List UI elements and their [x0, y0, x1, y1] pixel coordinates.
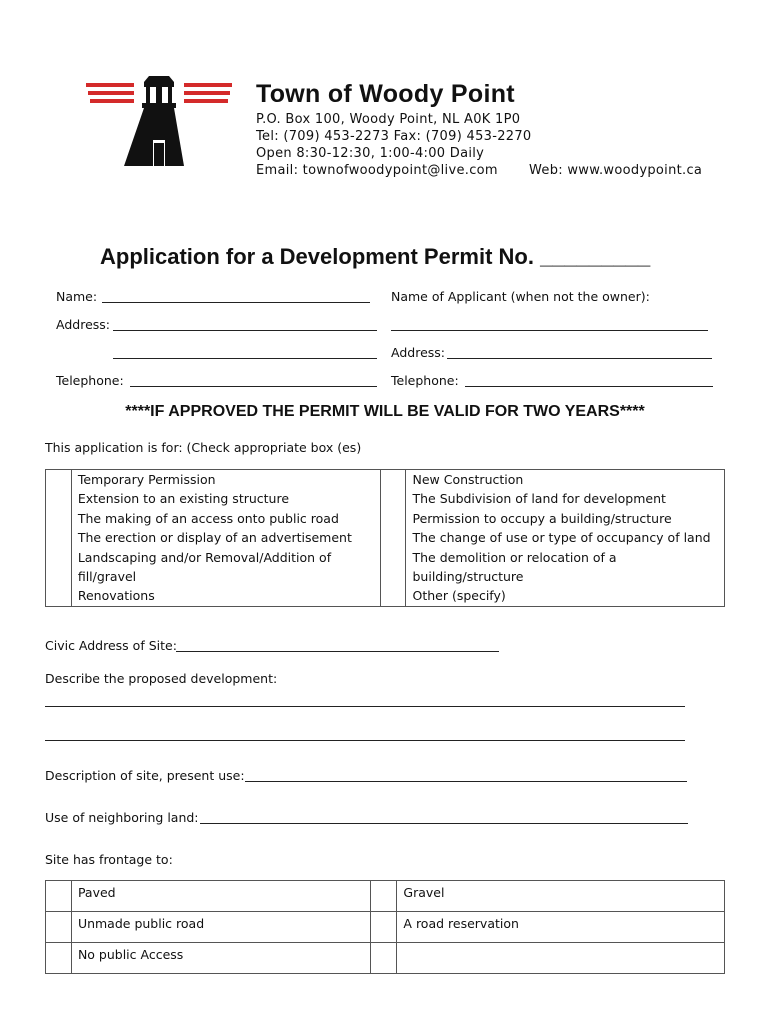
describe-field-line2[interactable]: [45, 740, 685, 741]
frontage-label: Site has frontage to:: [45, 852, 173, 867]
purpose-access: The making of an access onto public road: [77, 510, 339, 526]
frontage-no-access: No public Access: [71, 943, 371, 974]
telephone-field[interactable]: [130, 386, 377, 387]
neighboring-land-field[interactable]: [200, 823, 688, 824]
form-title: [100, 244, 650, 270]
email: Email: townofwoodypoint@live.com: [256, 163, 498, 178]
checkbox-no-access[interactable]: [46, 943, 72, 974]
address-label: Address:: [56, 317, 110, 332]
civic-address-field[interactable]: [176, 651, 499, 652]
purpose-other: Other (specify): [412, 588, 506, 604]
name-label: Name:: [56, 289, 98, 304]
name-field[interactable]: [102, 302, 370, 303]
lighthouse-logo: [84, 76, 234, 168]
site-description-field[interactable]: [245, 781, 687, 782]
frontage-unmade-road: Unmade public road: [71, 912, 371, 943]
site-description-label: Description of site, present use:: [45, 768, 245, 783]
office-hours: Open 8:30-12:30, 1:00-4:00 Daily: [256, 146, 485, 161]
applicant-telephone-label: Telephone:: [391, 373, 459, 388]
frontage-paved: Paved: [71, 881, 371, 912]
purpose-demolition: The demolition or relocation of a building/structure: [412, 549, 617, 585]
neighboring-land-label: Use of neighboring land:: [45, 810, 199, 825]
form-title-text: Application for a Development Permit No.: [100, 244, 541, 269]
applicant-address-label: Address:: [391, 345, 445, 360]
applicant-name-field[interactable]: [391, 330, 708, 331]
checkbox-unmade-road[interactable]: [46, 912, 72, 943]
checkbox-empty[interactable]: [371, 943, 397, 974]
permit-number-blank[interactable]: _________: [540, 244, 651, 269]
phone-fax: Tel: (709) 453-2273 Fax: (709) 453-2270: [256, 129, 532, 144]
town-name: Town of Woody Point: [256, 80, 515, 108]
civic-address-label: Civic Address of Site:: [45, 638, 177, 653]
purpose-right-list: [406, 470, 725, 607]
frontage-gravel: Gravel: [397, 881, 725, 912]
purpose-table: [45, 469, 725, 607]
frontage-empty: [397, 943, 725, 974]
checkbox-gravel[interactable]: [371, 881, 397, 912]
checkbox-purpose-right[interactable]: [380, 470, 406, 607]
applicant-name-label: Name of Applicant (when not the owner):: [391, 289, 650, 304]
validity-notice: ****IF APPROVED THE PERMIT WILL BE VALID FOR TWO YEARS****: [125, 403, 645, 420]
purpose-extension: Extension to an existing structure: [77, 491, 290, 507]
checkbox-paved[interactable]: [46, 881, 72, 912]
address-field-line2[interactable]: [113, 358, 377, 359]
applicant-address-field[interactable]: [447, 358, 712, 359]
purpose-left-list: [71, 470, 380, 607]
applicant-telephone-field[interactable]: [465, 386, 713, 387]
purpose-intro: This application is for: (Check appropriate box (es): [45, 440, 362, 455]
telephone-label: Telephone:: [56, 373, 124, 388]
purpose-advertisement: The erection or display of an advertisement: [77, 530, 352, 546]
frontage-table: [45, 880, 725, 974]
mailing-address: P.O. Box 100, Woody Point, NL A0K 1P0: [256, 112, 521, 127]
purpose-new-construction: New Construction: [412, 472, 524, 487]
describe-field-line1[interactable]: [45, 706, 685, 707]
website: Web: www.woodypoint.ca: [529, 163, 703, 178]
purpose-renovations: Renovations: [77, 588, 155, 604]
checkbox-purpose-left[interactable]: [46, 470, 72, 607]
frontage-road-reservation: A road reservation: [397, 912, 725, 943]
describe-label: Describe the proposed development:: [45, 671, 278, 686]
purpose-temporary: Temporary Permission: [77, 472, 216, 487]
purpose-landscaping: Landscaping and/or Removal/Addition of fill/gravel: [77, 549, 332, 585]
purpose-subdivision: The Subdivision of land for development: [412, 491, 666, 507]
checkbox-road-reservation[interactable]: [371, 912, 397, 943]
purpose-change-use: The change of use or type of occupancy of land: [412, 530, 711, 546]
purpose-occupy: Permission to occupy a building/structure: [412, 510, 672, 526]
address-field[interactable]: [113, 330, 377, 331]
